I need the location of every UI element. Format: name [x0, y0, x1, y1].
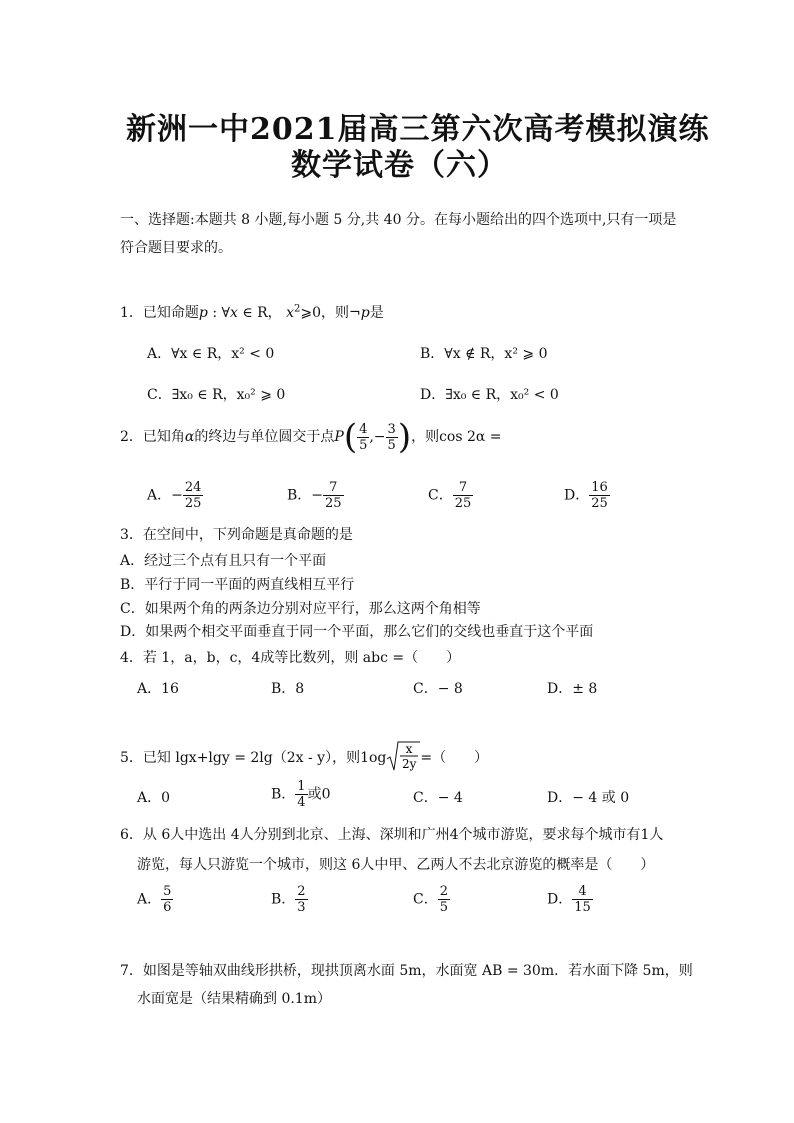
q5-b-label: B． [271, 786, 296, 803]
q2-frac-2-num: 3 [387, 421, 396, 437]
question-4-stem: 4．若 1，a，b，c，4成等比数列，则 abc =（ ） [120, 650, 461, 666]
q2-frac-1-den: 5 [359, 437, 368, 453]
q6-d-frac [572, 884, 593, 915]
q6-b-den: 3 [297, 900, 306, 915]
q6-option-d [547, 884, 593, 915]
q2-option-c [428, 480, 473, 511]
q1-p2: p [360, 305, 370, 321]
q2-alpha: α [184, 429, 195, 445]
q6-option-b [271, 884, 308, 915]
q6-d-num: 4 [572, 884, 593, 900]
q6-c-label: C． [413, 891, 438, 908]
q2-option-d [564, 480, 610, 511]
question-7-line1: 7．如图是等轴双曲线形拱桥，现拱顶离水面 5m，水面宽 AB = 30m．若水面下降 5m，则 [120, 963, 693, 979]
q5-option-d: D．− 4 或 0 [547, 790, 630, 806]
q2-mid: 的终边与单位圆交于点 [194, 429, 335, 445]
q2-b-frac [323, 480, 344, 511]
q2-b-num: 7 [323, 480, 344, 496]
q4-option-b: B．8 [271, 681, 305, 697]
q2-b-label: B．− [287, 487, 324, 504]
q2-d-num: 16 [591, 480, 608, 495]
q6-b-frac [295, 884, 307, 915]
q6-a-num: 5 [163, 884, 172, 899]
q5-log: 1og [360, 750, 387, 766]
title-line2: 数学试卷（六） [291, 148, 508, 183]
q5-b-tail: 或0 [307, 786, 331, 803]
q6-c-den: 5 [439, 900, 448, 915]
q2-a-num: 24 [184, 480, 202, 495]
q1-option-a: A．∀x ∈ R，x² < 0 [147, 346, 275, 362]
q2-tail: ，则cos 2α = [411, 429, 502, 445]
q5-option-a: A．0 [137, 790, 171, 806]
q3-option-d: D．如果两个相交平面垂直于同一个平面，那么它们的交线也垂直于这个平面 [120, 624, 594, 640]
q5-prefix: 5．已知 lgx+lgy = 2lg（2x - y），则 [120, 750, 361, 766]
q5-frac-den: y [410, 757, 417, 771]
question-7-line2: 水面宽是（结果精确到 0.1m） [137, 991, 331, 1007]
title-line1: 新洲一中2021届高三第六次高考模拟演练 [126, 112, 710, 147]
q2-a-den: 25 [184, 496, 202, 511]
q1-x: x [229, 305, 238, 321]
q6-d-den: 15 [574, 900, 591, 915]
q2-frac-2-den: 5 [387, 437, 396, 453]
q4-option-a: A．16 [137, 681, 179, 697]
q2-prefix: 2．已知角 [120, 429, 185, 445]
question-1-stem [120, 302, 384, 322]
question-5-stem [120, 740, 488, 776]
q5-frac-num: x [406, 742, 413, 756]
q1-option-d: D．∃x₀ ∈ R，x₀² < 0 [420, 387, 559, 403]
q6-a-den: 6 [163, 900, 172, 915]
q5-option-b [271, 779, 331, 810]
question-6-line2: 游览，每人只游览一个城市，则这 6人中甲、乙两人不去北京游览的概率是（ ） [137, 857, 655, 873]
q2-right-paren: ) [397, 417, 412, 457]
q5-option-c: C．− 4 [413, 790, 463, 806]
q2-point-p: P [334, 429, 344, 445]
q2-b-den: 25 [325, 496, 342, 511]
q5-b-den: 4 [297, 795, 306, 810]
q6-option-a [137, 884, 173, 915]
q1-prefix: 1．已知命题 [120, 305, 199, 321]
q5-tail: =（ ） [420, 750, 489, 766]
q2-d-frac [589, 480, 610, 511]
q1-colon: : ∀ [207, 305, 230, 321]
q6-d-label: D． [547, 891, 573, 908]
q2-c-den: 25 [454, 496, 472, 511]
q2-frac-2 [386, 422, 398, 453]
q2-a-frac [183, 480, 204, 511]
q4-option-c: C．− 8 [413, 681, 463, 697]
q2-frac-1-num: 4 [359, 421, 368, 437]
q2-frac-1 [357, 422, 369, 453]
q1-x2: x [286, 305, 295, 321]
q3-option-c: C．如果两个角的两条边分别对应平行，那么这两个角相等 [120, 601, 481, 617]
q6-c-frac [438, 884, 450, 915]
q1-in: ∈ R， [237, 305, 282, 321]
q5-sqrt-frac [386, 740, 420, 776]
q2-d-den: 25 [591, 496, 608, 511]
q6-c-num: 2 [439, 884, 448, 899]
q6-b-num: 2 [297, 884, 306, 899]
q3-option-b: B．平行于同一平面的两直线相互平行 [120, 577, 355, 593]
q6-a-label: A． [137, 891, 162, 908]
q2-c-label: C． [428, 487, 453, 504]
q6-option-c [413, 884, 450, 915]
q2-c-frac [453, 480, 474, 511]
q6-b-label: B． [271, 891, 296, 908]
q5-sqrt-icon [386, 740, 420, 772]
q3-option-a: A．经过三个点有且只有一个平面 [120, 553, 327, 569]
q4-option-d: D．± 8 [547, 681, 598, 697]
q1-square: 2 [294, 303, 301, 315]
q5-b-frac [295, 779, 307, 810]
q2-option-b [287, 480, 344, 511]
q1-p: p [198, 305, 208, 321]
q1-ge0: ⩾0，则¬ [300, 305, 361, 321]
question-2-stem [120, 417, 502, 457]
q5-sqrt2: 2 [402, 757, 411, 771]
q2-option-a [147, 480, 203, 511]
section-heading: 一、选择题:本题共 8 小题,每小题 5 分,共 40 分。在每小题给出的四个选项中,只有一项是符合题目要求的。 [120, 212, 677, 256]
q2-a-label: A．− [147, 487, 183, 504]
q2-c-num: 7 [453, 480, 474, 496]
q2-left-paren: ( [343, 417, 358, 457]
q1-tail: 是 [369, 305, 384, 321]
question-3-stem: 3．在空间中，下列命题是真命题的是 [120, 527, 353, 543]
q2-d-label: D． [564, 487, 590, 504]
q5-b-num: 1 [297, 779, 306, 794]
q1-option-b: B．∀x ∉ R，x² ⩾ 0 [420, 346, 548, 362]
question-6-line1: 6．从 6人中选出 4人分别到北京、上海、深圳和广州4个城市游览，要求每个城市有1人 [120, 827, 664, 843]
q1-option-c: C．∃x₀ ∈ R，x₀² ⩾ 0 [147, 387, 286, 403]
q2-comma: ,− [369, 429, 386, 445]
q6-a-frac [161, 884, 173, 915]
